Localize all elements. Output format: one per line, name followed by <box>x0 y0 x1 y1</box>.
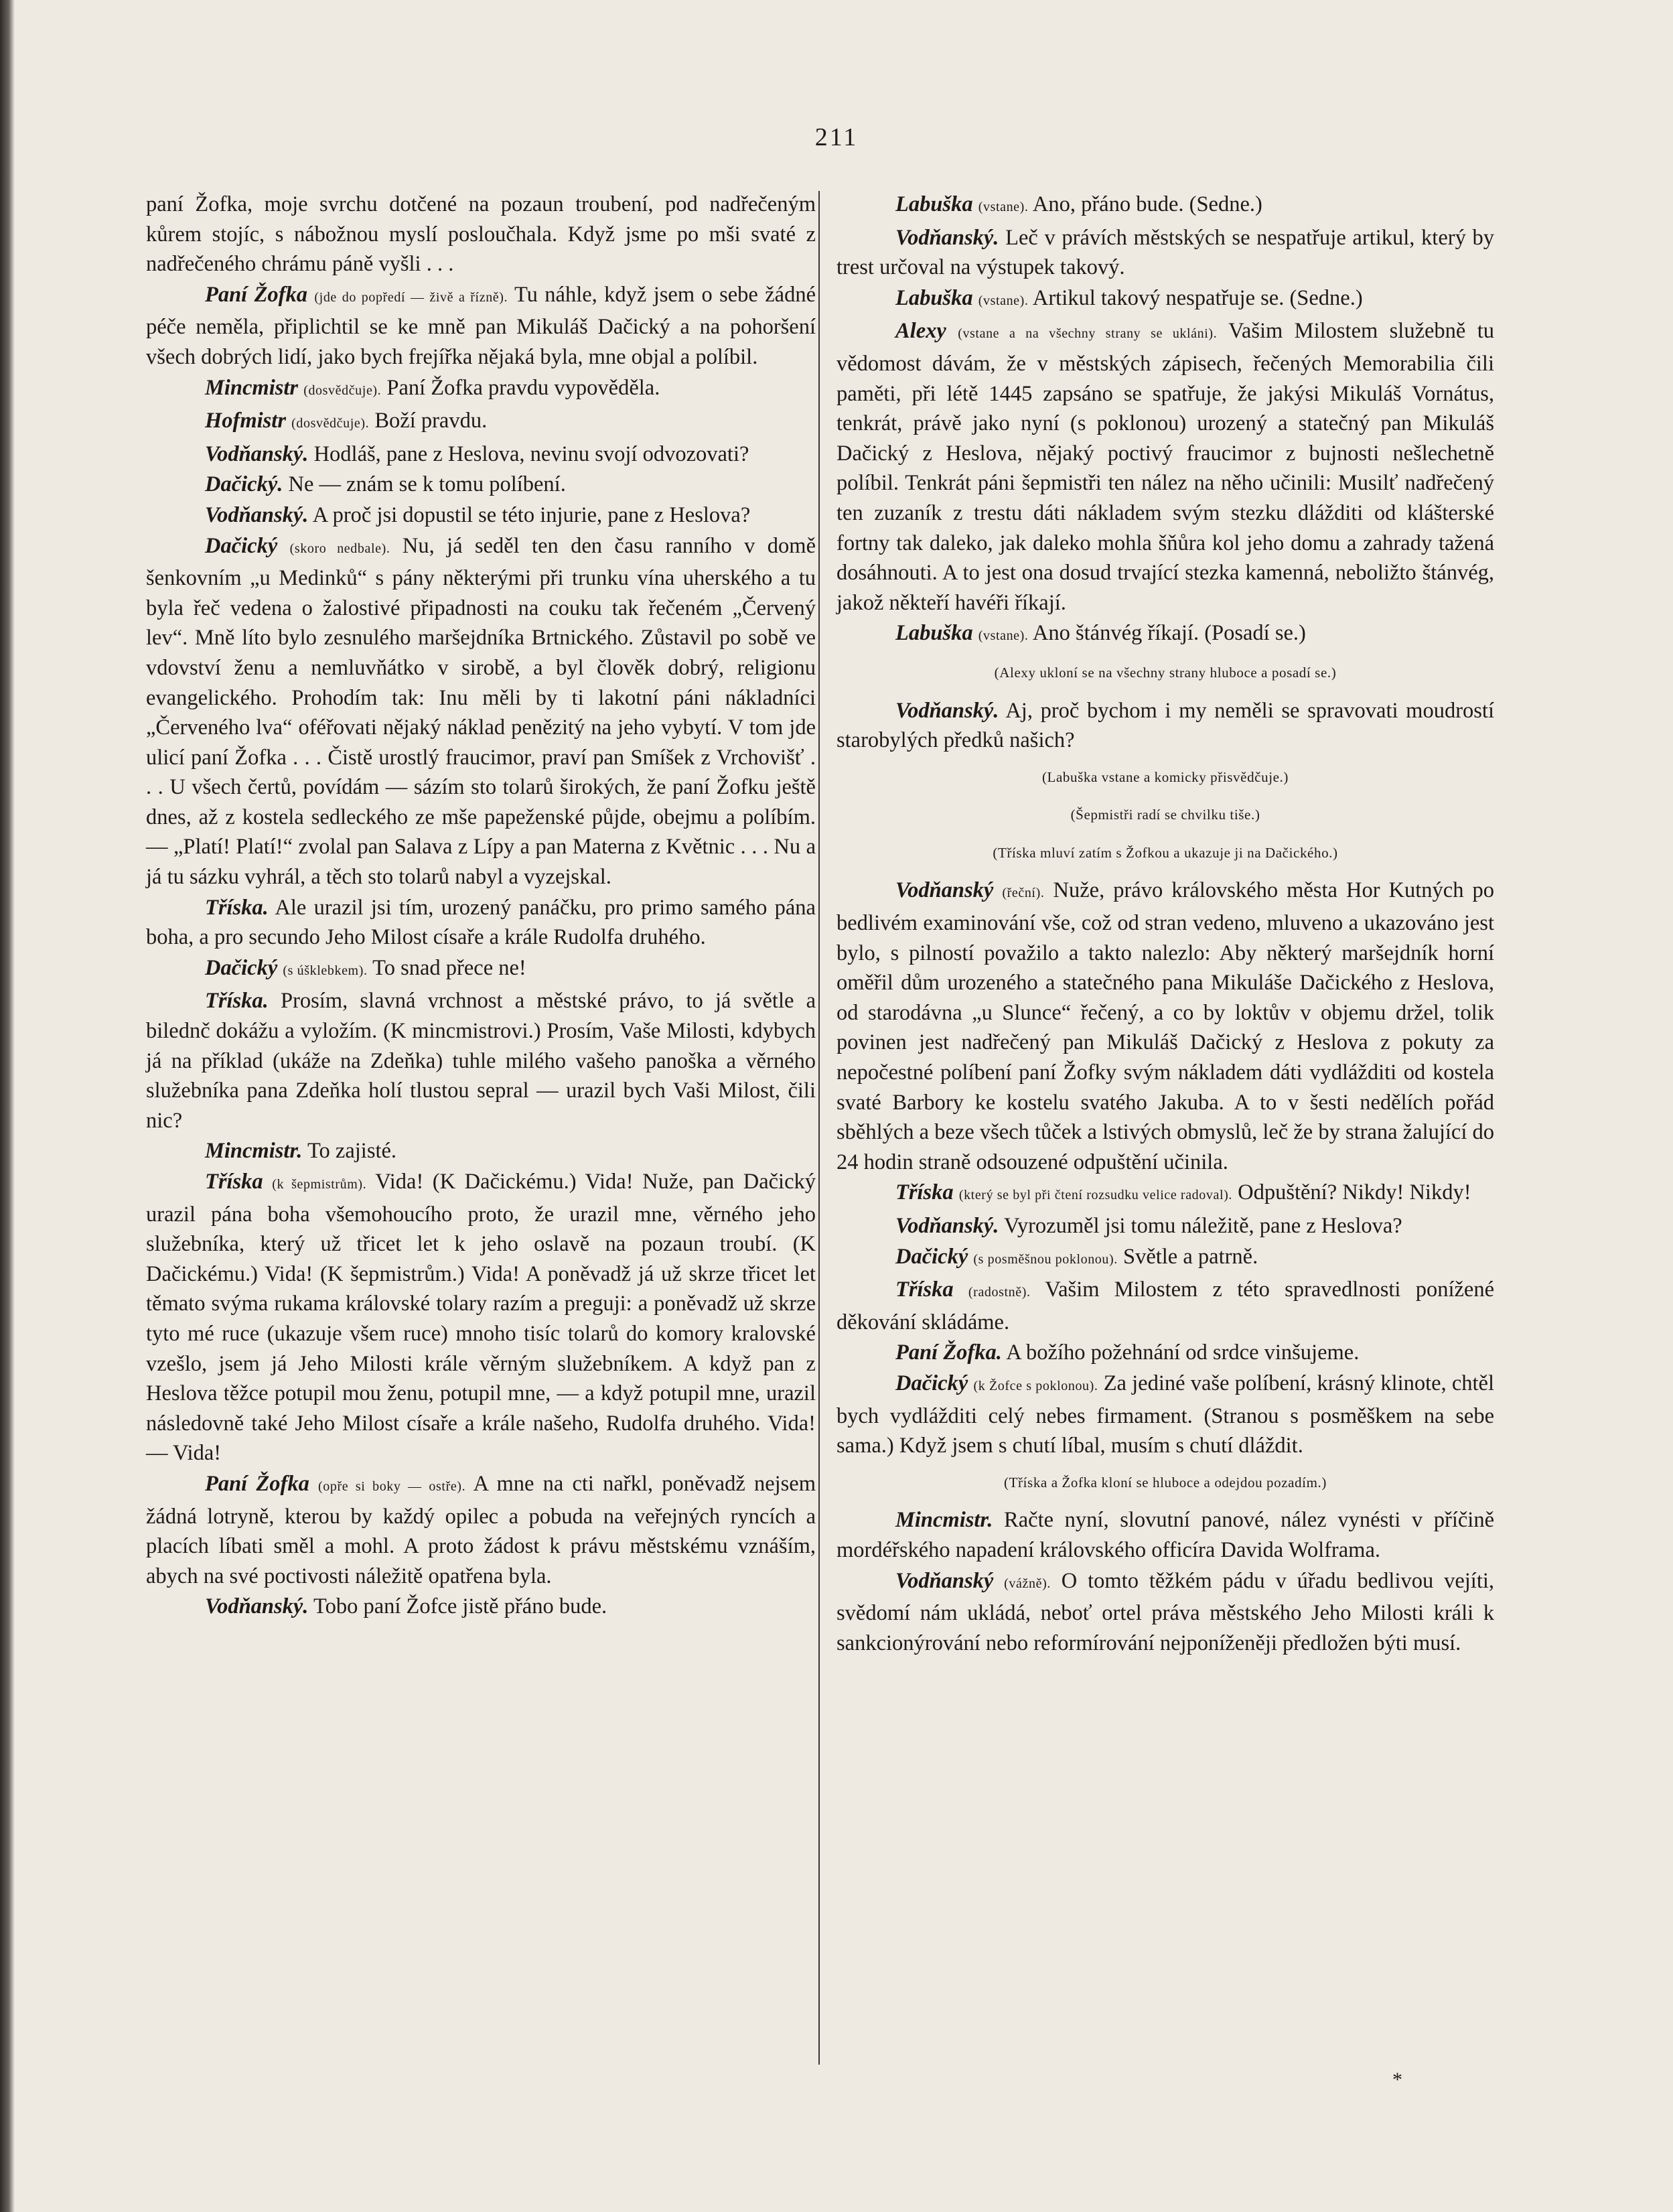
speaker-name: Mincmistr. <box>895 1508 993 1533</box>
dialogue-text: Tu náhle, když jsem o sebe žádné péče neměla, připlichtil se ke mně pan Mikuláš Dačický a na pohoršení všech dobrých lidí, jako bych frejířka nějaká byla, mne objal a políbil. <box>146 282 816 369</box>
dialogue-paragraph <box>146 531 816 892</box>
end-mark: * <box>1392 2069 1402 2091</box>
stage-direction: (Labuška vstane a komicky přisvědčuje.) <box>1041 768 1289 785</box>
dialogue-text: Ale urazil jsi tím, urozený panáčku, pro primo samého pána boha, a pro secundo Jeho Milost císaře a krále Rudolfa druhého. <box>146 895 816 950</box>
dialogue-text: Vyrozuměl jsi tomu náležitě, pane z Heslova? <box>1003 1214 1402 1238</box>
stage-note: (k Žofce s poklonou). <box>973 1378 1098 1393</box>
dialogue-paragraph <box>146 439 816 470</box>
speaker-name: Vodňanský. <box>205 1594 309 1619</box>
stage-note: (s posměšnou poklonou). <box>973 1251 1118 1267</box>
dialogue-text: Leč v právích městských se nespatřuje artikul, který by trest určoval na výstupek takový. <box>837 225 1495 280</box>
dialogue-text: A mne na cti nařkl, poněvadž nejsem žádná lotryně, kterou by každý opilec a pobuda na veřejných ryncích a placích líbati směl a mohl. A proto žádost k právu městskému vznáším, abych na své poctivosti náležitě opatřena byla. <box>146 1471 816 1588</box>
dialogue-paragraph <box>837 1242 1494 1275</box>
stage-direction: (Tříska a Žofka kloní se hluboce a odejdou pozadím.) <box>1004 1474 1327 1491</box>
dialogue-text: paní Žofka, moje svrchu dotčené na pozaun troubení, pod nadřečeným kůrem stojíc, s nábožnou myslí posloučhala. Když jsme po mši svaté z nadřečeného chrámu páně vyšli . . . <box>146 192 816 277</box>
dialogue-paragraph <box>837 190 1494 222</box>
dialogue-paragraph <box>837 1369 1494 1461</box>
speaker-name: Mincmistr <box>205 375 299 400</box>
dialogue-paragraph <box>837 1275 1494 1337</box>
dialogue-text: Hodláš, pane z Heslova, nevinu svojí odvozovati? <box>313 441 749 466</box>
dialogue-text: Vida! (K Dačickému.) Vida! Nuže, pan Dačický urazil pána boha všemohoucího proto, že urazil mne, věrného jeho služebníka, který už třicet let k jeho oslavě na pozaun troubí. (K Dačickému.) Vida! (K šepmistrům.) Vida! A poněvadž já už skrze třicet let těmato svýma rukama královské tolary razím a preguji: a poněvadž už skrze tyto mé ruce (ukazuje všem ruce) mnoho tisíc tolarů do komory kralovské vzešlo, jsem já Jeho Milosti krále věrným služebníkem. A když pan z Heslova těžce potupil mou ženu, potupil mne, — a když potupil mne, urazil následovně také Jeho Milost císaře a krále našeho, Rudolfa druhého. Vida! — Vida! <box>146 1170 816 1466</box>
dialogue-paragraph <box>146 190 816 279</box>
stage-note: (dosvědčuje). <box>291 416 370 431</box>
speaker-name: Paní Žofka <box>205 282 308 307</box>
speaker-name: Vodňanský. <box>895 1214 999 1238</box>
stage-direction: (Alexy ukloní se na všechny strany hluboce a posadí se.) <box>994 664 1337 681</box>
stage-note: (řeční). <box>1002 886 1045 901</box>
dialogue-text: Ne — znám se k tomu políbení. <box>288 472 566 497</box>
speaker-name: Dačický <box>895 1244 968 1269</box>
dialogue-paragraph <box>837 1178 1494 1211</box>
dialogue-paragraph <box>837 1505 1494 1565</box>
dialogue-text: Světle a patrně. <box>1123 1244 1258 1269</box>
speaker-name: Tříska <box>895 1180 954 1205</box>
stage-direction: (Šepmistři radí se chvilku tiše.) <box>1070 807 1260 823</box>
dialogue-text: Nuže, právo královského města Hor Kutných po bedlivém examinování vše, což od stran vedeno, mluveno a ukazováno jest bylo, s pilností považilo a takto nalezlo: Aby některý maršejdník horní oměřil dům urozeného a statečného pana Mikuláše Dačického z Heslova, od starodávna „u Slunce“ řečený, a co by loktův v objemu držel, tolik povinen jest nadřečený pan Mikuláš Dačický z Heslova z pokuty za nepočestné políbení paní Žofky svým nákladem dáti vydlážditi od kostela svaté Barbory ke kostelu svatého Jakuba. A to v šesti nedělích pořád sběhlých a beze všech tůček a lstivých obmyslů, leč že by strana žalující do 24 hodin straně odsouzené odpuštění učinila. <box>837 878 1495 1174</box>
dialogue-text: Paní Žofka pravdu vypověděla. <box>386 375 660 400</box>
column-divider <box>818 191 820 2065</box>
dialogue-paragraph <box>837 1211 1494 1241</box>
dialogue-paragraph <box>146 953 816 986</box>
dialogue-text: To snad přece ne! <box>372 955 526 980</box>
stage-note: (vstane). <box>978 293 1029 308</box>
dialogue-paragraph <box>146 1469 816 1591</box>
speaker-name: Vodňanský <box>895 1568 994 1593</box>
dialogue-text: Boží pravdu. <box>374 409 488 433</box>
speaker-name: Labuška <box>895 285 973 310</box>
dialogue-paragraph <box>837 1338 1494 1368</box>
right-column <box>837 190 1494 1659</box>
dialogue-text: Račte nyní, slovutní panové, nález vynésti v příčině mordéřského napadení královského officíra Davida Wolframa. <box>837 1508 1494 1562</box>
dialogue-text: Prosím, slavná vrchnost a městské právo, to já světle a bilednč dokážu a vyložím. (K mincmistrovi.) Prosím, Vaše Milosti, kdybych já na příklad (ukáže na Zdeňka) tuhle milého vašeho panoška a věrného služebníka pana Zdeňka holí tlustou sepral — urazil bych Vaši Milost, čili nic? <box>146 989 816 1133</box>
speaker-name: Tříska <box>895 1277 954 1302</box>
dialogue-text: Tobo paní Žofce jistě přáno bude. <box>313 1594 607 1619</box>
stage-note: (vstane a na všechny strany se ukláni). <box>958 326 1218 342</box>
speaker-name: Labuška <box>895 192 973 216</box>
page-gutter-shadow <box>0 0 15 2212</box>
dialogue-text: Odpuštění? Nikdy! Nikdy! <box>1238 1180 1471 1205</box>
dialogue-paragraph <box>146 470 816 500</box>
dialogue-paragraph <box>837 316 1494 618</box>
stage-note: (vážně). <box>1004 1576 1051 1591</box>
stage-note: (s úšklebkem). <box>283 963 368 978</box>
dialogue-paragraph <box>146 280 816 372</box>
stage-note: (radostně). <box>968 1285 1031 1300</box>
dialogue-text: Ano, přáno bude. (Sedne.) <box>1032 192 1262 216</box>
speaker-name: Mincmistr. <box>205 1139 303 1164</box>
dialogue-paragraph <box>837 618 1494 651</box>
dialogue-paragraph <box>146 1592 816 1622</box>
speaker-name: Tříska. <box>205 989 269 1014</box>
stage-note: (jde do popředí — živě a řízně). <box>314 289 508 305</box>
dialogue-text: Artikul takový nespatřuje se. (Sedne.) <box>1032 285 1363 310</box>
dialogue-text: Ano štánvég říkají. (Posadí se.) <box>1032 621 1306 646</box>
left-column <box>146 190 816 1622</box>
dialogue-paragraph <box>837 1566 1494 1659</box>
dialogue-paragraph <box>146 373 816 406</box>
speaker-name: Labuška <box>895 621 973 646</box>
dialogue-text: Nu, já seděl ten den času ranního v domě šenkovním „u Medinků“ s pány některými při trunku vína uherského a tu byla řeč vedena o žalostivé připadnosti na couku tak řečeném „Červený lev“. Mně líto bylo zesnulého maršejdníka Brtnického. Zůstavil po sobě ve vdovství ženu a nemluvňátko v sirobě, a byl člověk dobrý, religionu evangelického. Prohodím tak: Inu měli by ti lakotní páni nákladníci „Červeného lva“ oféřovati nějaký náklad penězitý na jeho vybytí. V tom jde ulicí paní Žofka . . . Čistě urostlý fraucimor, praví pan Smíšek z Vrchovišť . . . U všech čertů, povídám — sázím sto tolarů širokých, že paní Žofku ještě dnes, až z kostela sedleckého ze mše papeženské půjde, obejmu a políbím. — „Platí! Platí!“ zvolal pan Salava z Lípy a pan Materna z Květnic . . . Nu a já tu sázku vyhrál, a těch sto tolarů nabyl a vyzejskal. <box>146 533 816 890</box>
dialogue-text: Aj, proč bychom i my neměli se spravovati moudrostí starobylých předků našich? <box>837 698 1494 753</box>
stage-direction: (Tříska mluví zatím s Žofkou a ukazuje ji na Dačického.) <box>993 844 1338 861</box>
speaker-name: Vodňanský. <box>205 502 309 527</box>
dialogue-paragraph <box>837 223 1494 283</box>
stage-note: (vstane). <box>978 200 1029 214</box>
stage-note: (který se byl při čtení rozsudku velice radoval). <box>958 1188 1232 1203</box>
dialogue-text: A proč jsi dopustil se této injurie, pane z Heslova? <box>312 502 751 527</box>
speaker-name: Dačický. <box>205 472 283 497</box>
dialogue-text: Za jediné vaše políbení, krásný klinote, chtěl bych vydlážditi celý nebes firmament. (Stranou s posměškem na sebe sama.) Když jsem s chutí líbal, musím s chutí dláždit. <box>837 1371 1495 1458</box>
speaker-name: Hofmistr <box>205 409 286 433</box>
dialogue-text: O tomto těžkém pádu v úřadu bedlivou vejíti, svědomí nám ukládá, neboť ortel práva městského Jeho Milosti králi k sankcionýrování nebo reformírování nejponíženěji předložen býti musí. <box>837 1568 1495 1655</box>
stage-note: (k šepmistrům). <box>272 1177 367 1192</box>
speaker-name: Alexy <box>895 319 946 344</box>
dialogue-text: Vašim Milostem z této spravedlnosti ponížené děkování skládáme. <box>837 1277 1494 1334</box>
page-number: 211 <box>814 123 859 151</box>
dialogue-text: To zajisté. <box>307 1139 397 1164</box>
dialogue-text: A božího požehnání od srdce vinšujeme. <box>1006 1340 1360 1365</box>
dialogue-paragraph <box>146 986 816 1135</box>
dialogue-paragraph <box>146 893 816 953</box>
speaker-name: Vodňanský. <box>895 225 999 250</box>
stage-note: (vstane). <box>978 628 1029 644</box>
dialogue-paragraph <box>837 283 1494 316</box>
speaker-name: Paní Žofka <box>205 1471 309 1496</box>
dialogue-paragraph <box>146 1136 816 1166</box>
speaker-name: Vodňanský. <box>895 698 999 723</box>
speaker-name: Tříska <box>205 1170 263 1194</box>
speaker-name: Tříska. <box>205 895 269 920</box>
dialogue-paragraph <box>837 696 1494 756</box>
stage-note: (dosvědčuje). <box>303 383 382 398</box>
stage-note: (opře si boky — ostře). <box>318 1478 466 1494</box>
speaker-name: Dačický <box>205 955 278 980</box>
speaker-name: Dačický <box>895 1371 968 1395</box>
speaker-name: Vodňanský <box>895 878 994 903</box>
speaker-name: Dačický <box>205 533 278 558</box>
dialogue-paragraph <box>146 406 816 439</box>
dialogue-paragraph <box>146 1167 816 1468</box>
dialogue-paragraph <box>837 876 1494 1177</box>
speaker-name: Vodňanský. <box>205 441 309 466</box>
stage-note: (skoro nedbale). <box>289 541 390 556</box>
speaker-name: Paní Žofka. <box>895 1340 1002 1365</box>
dialogue-paragraph <box>146 500 816 531</box>
dialogue-text: Vašim Milostem služebně tu vědomost dávám, že v městských zápisech, řečených Memorabilia čili paměti, při létě 1445 zapsáno se spatřuje, že jakýsi Mikuláš Vornátus, tenkrát, právě jako nyní (s poklonou) urozený a statečný pan Mikuláš Dačický z Heslova, nějaký poctivý fraucimor z bujnosti nešlechetně políbil. Tenkrát páni šepmistři ten nález na něho učinili: Musilť nadřečený ten zuzaník z trestu dáti nákladem svým stezku dlážditi od klášterské fortny tak daleko, jak daleko mohla šňůra kol jeho domu a zahrady tažená dosáhnouti. A to jest ona dosud trvající stezka kamenná, neboližto štánvég, jakož někteří havéři říkají. <box>837 319 1494 615</box>
